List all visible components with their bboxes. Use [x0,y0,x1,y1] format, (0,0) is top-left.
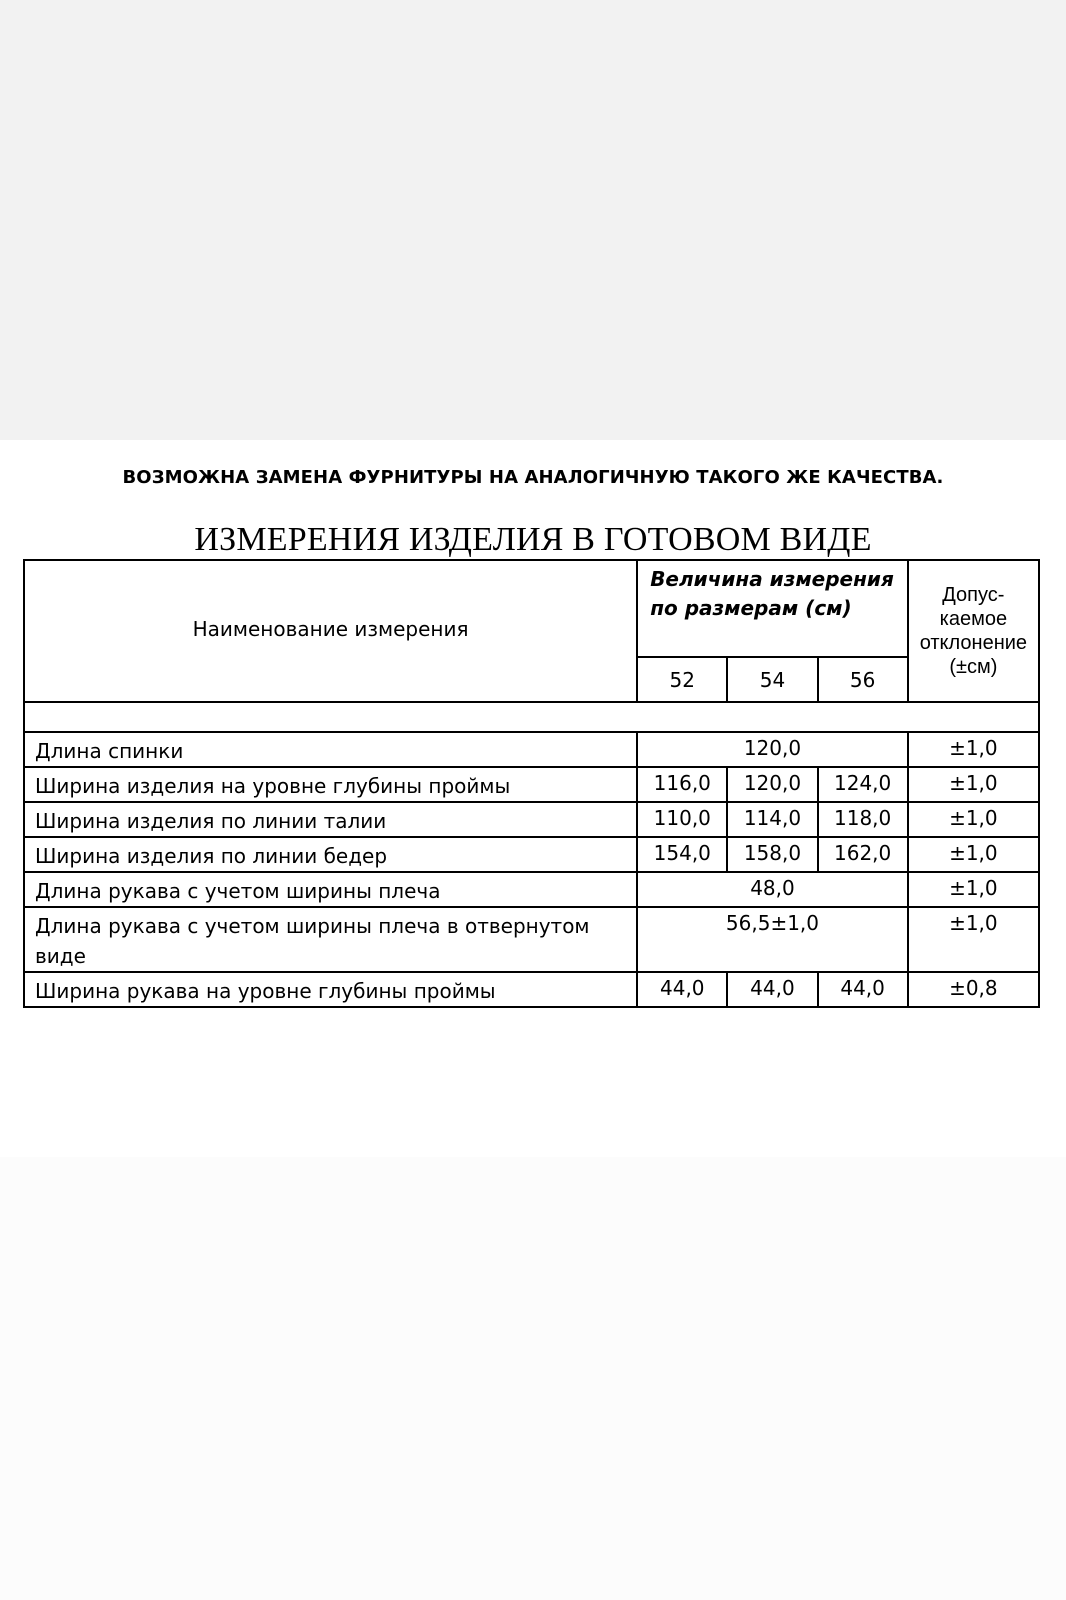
header-measurement-name-label: Наименование измерения [192,617,469,641]
row-value: 158,0 [727,837,817,872]
row-value: 114,0 [727,802,817,837]
header-measurement-name [24,560,637,702]
row-value: 44,0 [818,972,908,1007]
row-value-merged: 56,5±1,0 [637,907,908,972]
row-name: Ширина изделия по линии талии [24,802,637,837]
table-row [24,907,1039,972]
table-spacer-row [24,702,1039,732]
table-header-row [24,560,1039,657]
row-deviation: ±1,0 [908,802,1039,837]
bottom-background [0,1157,1066,1600]
page-title: ИЗМЕРЕНИЯ ИЗДЕЛИЯ В ГОТОВОМ ВИДЕ [194,521,872,558]
header-deviation-line: (±см) [949,656,998,678]
row-value: 118,0 [818,802,908,837]
row-value: 162,0 [818,837,908,872]
row-value: 110,0 [637,802,727,837]
table-row [24,732,1039,767]
row-deviation: ±1,0 [908,907,1039,972]
row-value: 120,0 [727,767,817,802]
measurements-table [23,559,1040,1008]
row-value: 116,0 [637,767,727,802]
fittings-notice: ВОЗМОЖНА ЗАМЕНА ФУРНИТУРЫ НА АНАЛОГИЧНУЮ ТАКОГО ЖЕ КАЧЕСТВА. [122,467,944,488]
row-name: Ширина рукава на уровне глубины проймы [24,972,637,1007]
header-deviation-line: каемое [939,608,1008,630]
header-size-52: 52 [637,657,727,702]
table-row [24,872,1039,907]
row-value: 154,0 [637,837,727,872]
row-name: Длина рукава с учетом ширины плеча [24,872,637,907]
header-size-56: 56 [818,657,908,702]
row-name: Ширина изделия по линии бедер [24,837,637,872]
table-row [24,767,1039,802]
row-deviation: ±1,0 [908,767,1039,802]
header-deviation-line: Допус- [942,584,1005,606]
row-name: Длина спинки [24,732,637,767]
row-deviation: ±0,8 [908,972,1039,1007]
row-value: 44,0 [637,972,727,1007]
header-size-54: 54 [727,657,817,702]
header-deviation [908,560,1039,702]
table-row [24,802,1039,837]
row-value-merged: 48,0 [637,872,908,907]
row-deviation: ±1,0 [908,872,1039,907]
spacer-cell [24,702,1039,732]
row-deviation: ±1,0 [908,837,1039,872]
row-value: 124,0 [818,767,908,802]
row-deviation: ±1,0 [908,732,1039,767]
row-name: Ширина изделия на уровне глубины проймы [24,767,637,802]
top-background [0,0,1066,440]
table-row [24,837,1039,872]
header-deviation-line: отклонение [919,632,1028,654]
row-value-merged: 120,0 [637,732,908,767]
header-size-group: Величина измерения по размерам (см) [637,560,908,657]
table-row [24,972,1039,1007]
row-name: Длина рукава с учетом ширины плеча в отвернутом виде [24,907,637,972]
row-value: 44,0 [727,972,817,1007]
